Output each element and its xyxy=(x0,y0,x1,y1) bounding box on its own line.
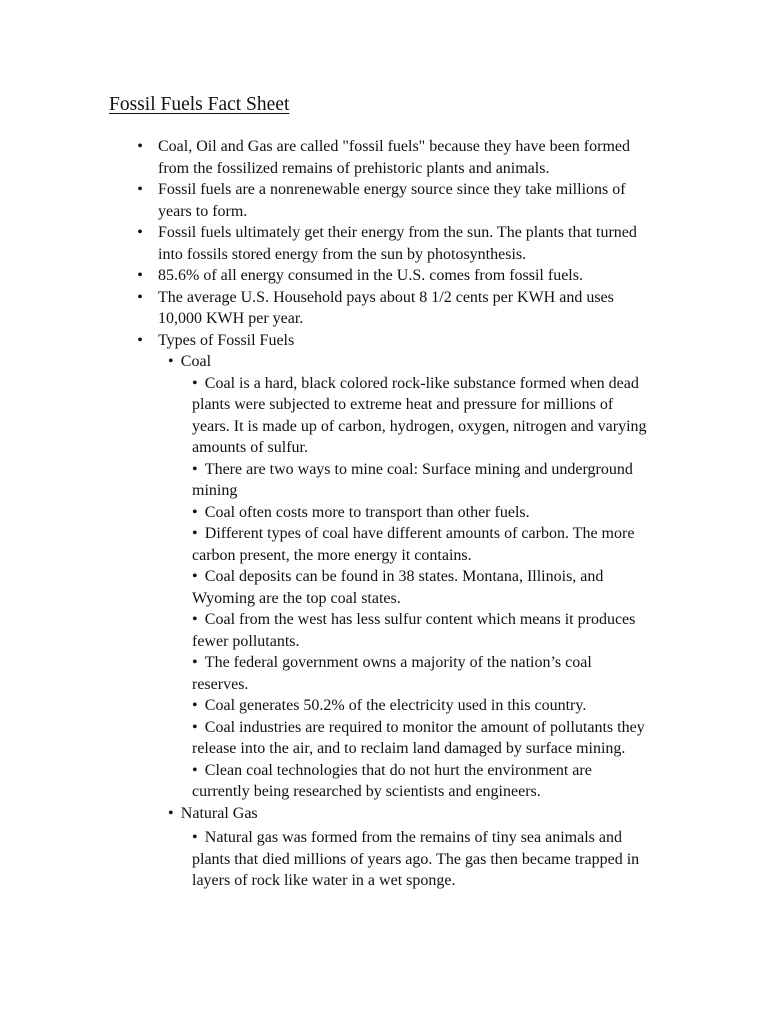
bullet: • xyxy=(137,138,143,155)
fact-item xyxy=(0,179,648,222)
bullet: • xyxy=(137,267,143,284)
natural-gas-fact-text: Natural gas was formed from the remains of tiny sea animals and plants that died millions of years ago. The gas then became trapped in layers of rock like water in a wet sponge. xyxy=(192,829,640,889)
coal-fact xyxy=(0,373,652,459)
bullet: • xyxy=(192,568,198,585)
bullet: • xyxy=(137,224,143,241)
types-heading: Types of Fossil Fuels xyxy=(158,331,295,349)
types-of-fossil-fuels-item xyxy=(0,330,648,892)
bullet: • xyxy=(192,374,198,392)
coal-fact xyxy=(0,523,652,566)
bullet: • xyxy=(192,654,198,671)
page-title: Fossil Fuels Fact Sheet xyxy=(109,94,290,115)
coal-fact-text: Coal from the west has less sulfur content which means it produces fewer pollutants. xyxy=(192,611,636,650)
bullet: • xyxy=(192,525,198,542)
fact-text: Fossil fuels ultimately get their energy from the sun. The plants that turned into fossils stored energy from the sun by photosynthesis. xyxy=(158,224,637,263)
coal-fact xyxy=(0,760,652,803)
fact-list xyxy=(0,136,768,892)
bullet: • xyxy=(168,804,174,822)
bullet: • xyxy=(137,181,143,198)
coal-fact-text: Clean coal technologies that do not hurt the environment are currently being researched by scientists and engineers. xyxy=(192,761,592,800)
coal-fact-text: Coal industries are required to monitor the amount of pollutants they release into the air, and to reclaim land damaged by surface mining. xyxy=(192,718,645,757)
bullet: • xyxy=(137,288,143,306)
coal-facts-list xyxy=(0,373,768,803)
bullet: • xyxy=(192,503,198,521)
fact-text: Coal, Oil and Gas are called "fossil fuels" because they have been formed from the fossilized remains of prehistoric plants and animals. xyxy=(158,138,630,177)
bullet: • xyxy=(192,829,198,846)
fuel-types-list xyxy=(0,351,768,892)
coal-fact xyxy=(0,695,652,717)
coal-fact-text: Coal generates 50.2% of the electricity used in this country. xyxy=(204,697,587,714)
coal-fact-text: Coal deposits can be found in 38 states. Montana, Illinois, and Wyoming are the top coal states. xyxy=(192,568,604,607)
natural-gas-facts-list xyxy=(0,824,768,892)
coal-fact-text: Coal is a hard, black colored rock-like substance formed when dead plants were subjected to extreme heat and pressure for millions of years. It is made up of carbon, hydrogen, oxygen, nitrogen and varying amounts of sulfur. xyxy=(192,374,647,456)
coal-fact xyxy=(0,717,652,760)
fact-item xyxy=(0,265,648,287)
natural-gas-section xyxy=(0,803,768,892)
fact-text: Fossil fuels are a nonrenewable energy source since they take millions of years to form. xyxy=(158,181,626,220)
coal-fact-text: Different types of coal have different amounts of carbon. The more carbon present, the more energy it contains. xyxy=(192,525,635,564)
bullet: • xyxy=(168,353,174,370)
fact-text: 85.6% of all energy consumed in the U.S. comes from fossil fuels. xyxy=(158,267,583,284)
coal-fact xyxy=(0,459,652,502)
coal-fact-text: There are two ways to mine coal: Surface mining and underground mining xyxy=(192,460,633,499)
coal-fact-text: Coal often costs more to transport than other fuels. xyxy=(204,503,530,521)
fact-text: The average U.S. Household pays about 8 1/2 cents per KWH and uses 10,000 KWH per year. xyxy=(158,288,614,327)
coal-fact xyxy=(0,502,652,524)
coal-fact xyxy=(0,652,652,695)
bullet: • xyxy=(192,697,198,714)
coal-fact xyxy=(0,609,652,652)
fact-item xyxy=(0,222,648,265)
bullet: • xyxy=(192,611,198,628)
bullet: • xyxy=(192,460,198,478)
natural-gas-heading: Natural Gas xyxy=(180,804,258,822)
coal-fact-text: The federal government owns a majority of the nation’s coal reserves. xyxy=(192,654,592,693)
fact-item xyxy=(0,287,648,330)
bullet: • xyxy=(192,718,198,736)
bullet: • xyxy=(192,761,198,779)
bullet: • xyxy=(137,331,143,349)
coal-section xyxy=(0,351,768,803)
natural-gas-fact xyxy=(0,824,652,892)
fact-item xyxy=(0,136,648,179)
coal-fact xyxy=(0,566,652,609)
coal-heading: Coal xyxy=(180,353,212,370)
